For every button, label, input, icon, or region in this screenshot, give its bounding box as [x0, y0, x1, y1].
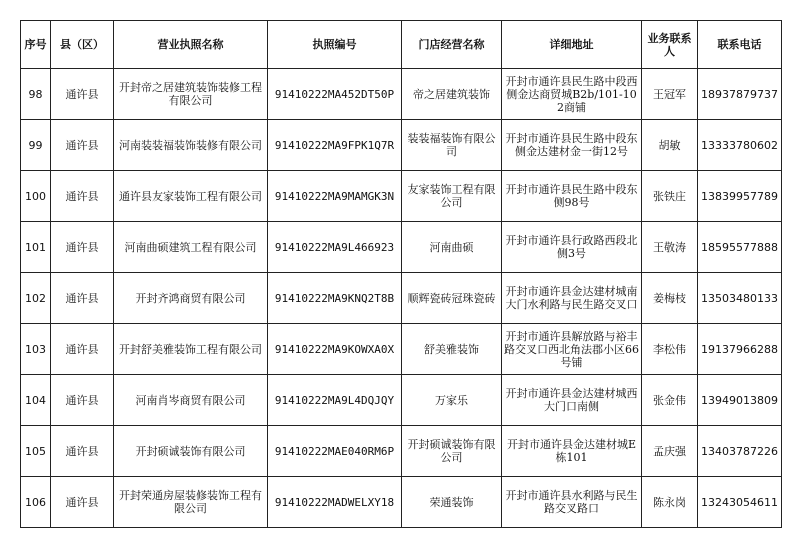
cell-county: 通许县 [51, 69, 114, 120]
header-license-name: 营业执照名称 [114, 21, 268, 69]
cell-license-name: 河南装装福装饰装修有限公司 [114, 120, 268, 171]
cell-store-name: 装装福装饰有限公司 [402, 120, 502, 171]
table-row [21, 120, 782, 171]
cell-address: 开封市通许县金达建材城南大门水利路与民生路交叉口 [502, 273, 642, 324]
cell-license-name: 通许县友家装饰工程有限公司 [114, 171, 268, 222]
table-row [21, 171, 782, 222]
cell-phone: 13333780602 [698, 120, 782, 171]
cell-license-no: 91410222MA9FPK1Q7R [268, 120, 402, 171]
cell-phone: 19137966288 [698, 324, 782, 375]
cell-phone: 13949013809 [698, 375, 782, 426]
cell-store-name: 开封硕诚装饰有限公司 [402, 426, 502, 477]
cell-license-no: 91410222MA9L466923 [268, 222, 402, 273]
header-address: 详细地址 [502, 21, 642, 69]
cell-license-name: 开封荣通房屋装修装饰工程有限公司 [114, 477, 268, 528]
cell-store-name: 河南曲硕 [402, 222, 502, 273]
cell-license-no: 91410222MA9KNQ2T8B [268, 273, 402, 324]
cell-license-no: 91410222MADWELXY18 [268, 477, 402, 528]
cell-county: 通许县 [51, 375, 114, 426]
cell-contact: 陈永岗 [642, 477, 698, 528]
table-row [21, 222, 782, 273]
cell-phone: 13839957789 [698, 171, 782, 222]
cell-county: 通许县 [51, 426, 114, 477]
cell-license-name: 开封齐鸿商贸有限公司 [114, 273, 268, 324]
header-county: 县（区） [51, 21, 114, 69]
table-row [21, 273, 782, 324]
cell-county: 通许县 [51, 477, 114, 528]
header-seq: 序号 [21, 21, 51, 69]
cell-contact: 胡敏 [642, 120, 698, 171]
cell-phone: 18595577888 [698, 222, 782, 273]
cell-store-name: 友家装饰工程有限公司 [402, 171, 502, 222]
cell-license-name: 开封硕诚装饰有限公司 [114, 426, 268, 477]
cell-contact: 张金伟 [642, 375, 698, 426]
cell-address: 开封市通许县金达建材城西大门口南侧 [502, 375, 642, 426]
header-license-no: 执照编号 [268, 21, 402, 69]
cell-license-no: 91410222MA9KOWXA0X [268, 324, 402, 375]
cell-contact: 姜梅枝 [642, 273, 698, 324]
cell-county: 通许县 [51, 171, 114, 222]
cell-contact: 张铁庄 [642, 171, 698, 222]
cell-contact: 王冠军 [642, 69, 698, 120]
header-row [21, 21, 782, 69]
table-row [21, 375, 782, 426]
cell-seq: 102 [21, 273, 51, 324]
cell-county: 通许县 [51, 324, 114, 375]
cell-address: 开封市通许县解放路与裕丰路交叉口西北角法郡小区66号铺 [502, 324, 642, 375]
header-store-name: 门店经营名称 [402, 21, 502, 69]
cell-phone: 18937879737 [698, 69, 782, 120]
cell-license-no: 91410222MA9MAMGK3N [268, 171, 402, 222]
cell-store-name: 帝之居建筑装饰 [402, 69, 502, 120]
cell-contact: 李松伟 [642, 324, 698, 375]
header-contact: 业务联系人 [642, 21, 698, 69]
cell-license-name: 河南肖岑商贸有限公司 [114, 375, 268, 426]
cell-license-name: 河南曲硕建筑工程有限公司 [114, 222, 268, 273]
cell-contact: 孟庆强 [642, 426, 698, 477]
cell-phone: 13243054611 [698, 477, 782, 528]
cell-phone: 13503480133 [698, 273, 782, 324]
cell-store-name: 顺辉瓷砖冠珠瓷砖 [402, 273, 502, 324]
cell-license-no: 91410222MAE040RM6P [268, 426, 402, 477]
cell-contact: 王敬涛 [642, 222, 698, 273]
cell-seq: 105 [21, 426, 51, 477]
cell-seq: 98 [21, 69, 51, 120]
cell-license-name: 开封帝之居建筑装饰装修工程有限公司 [114, 69, 268, 120]
business-table [20, 20, 782, 528]
cell-seq: 101 [21, 222, 51, 273]
cell-address: 开封市通许县金达建材城E栋101 [502, 426, 642, 477]
cell-seq: 103 [21, 324, 51, 375]
cell-license-no: 91410222MA9L4DQJQY [268, 375, 402, 426]
cell-license-name: 开封舒美雅装饰工程有限公司 [114, 324, 268, 375]
table-row [21, 324, 782, 375]
cell-county: 通许县 [51, 273, 114, 324]
cell-seq: 100 [21, 171, 51, 222]
table-row [21, 426, 782, 477]
cell-address: 开封市通许县水利路与民生路交叉路口 [502, 477, 642, 528]
cell-address: 开封市通许县行政路西段北侧3号 [502, 222, 642, 273]
cell-license-no: 91410222MA452DT50P [268, 69, 402, 120]
cell-county: 通许县 [51, 222, 114, 273]
cell-county: 通许县 [51, 120, 114, 171]
cell-seq: 99 [21, 120, 51, 171]
cell-phone: 13403787226 [698, 426, 782, 477]
cell-store-name: 万家乐 [402, 375, 502, 426]
table-row [21, 477, 782, 528]
table-row [21, 69, 782, 120]
cell-seq: 104 [21, 375, 51, 426]
cell-address: 开封市通许县民生路中段东侧98号 [502, 171, 642, 222]
cell-store-name: 舒美雅装饰 [402, 324, 502, 375]
header-phone: 联系电话 [698, 21, 782, 69]
cell-address: 开封市通许县民生路中段东侧金达建材金一街12号 [502, 120, 642, 171]
cell-store-name: 荣通装饰 [402, 477, 502, 528]
cell-address: 开封市通许县民生路中段西侧金达商贸城B2b/101-102商铺 [502, 69, 642, 120]
cell-seq: 106 [21, 477, 51, 528]
